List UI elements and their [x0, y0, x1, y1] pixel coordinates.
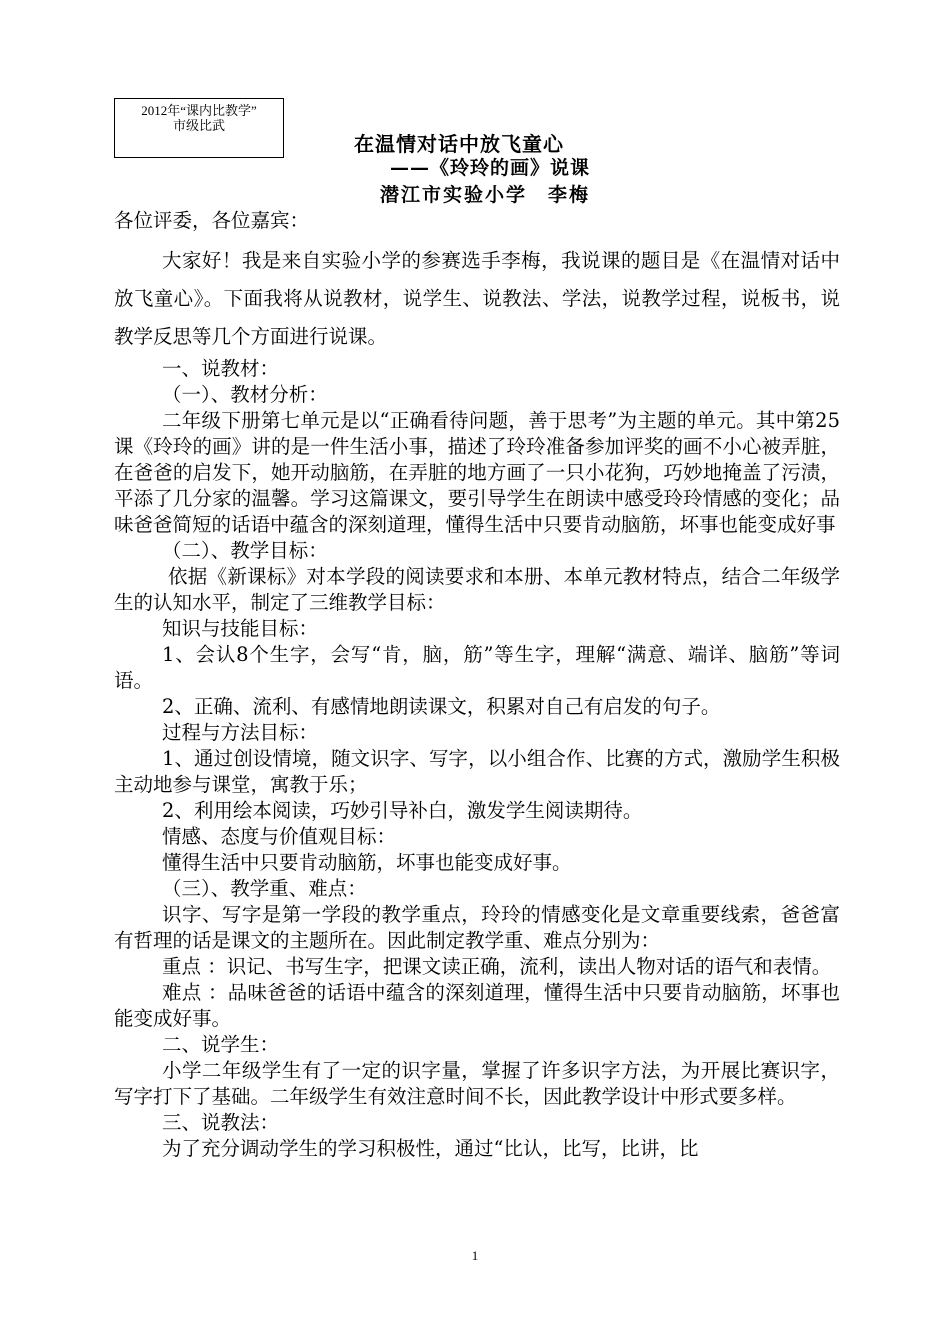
section-heading-methods: 三、说教法： — [162, 1111, 280, 1134]
competition-label-line2: 市级比武 — [172, 118, 225, 133]
competition-label-box — [114, 98, 284, 158]
textbook-analysis-paragraph: 二年级下册第七单元是以“正确看待问题，善于思考”为主题的单元。其中第25课《玲玲的画》讲的是一件生活小事，描述了玲玲准备参加评奖的画不小心被弄脏，在爸爸的启发下，她开动脑筋，在弄脏的地方画了一只小花狗，巧妙地掩盖了污渍，平添了几分家的温馨。学习这篇课文，要引导学生在朗读中感受玲玲情感的变化；品味爸爸简短的话语中蕴含的深刻道理，懂得生活中只要肯动脑筋，坏事也能变成好事 — [114, 409, 840, 536]
keypoint-focus: 重点 ：识记、书写生字，把课文读正确，流利，读出人物对话的语气和表情。 — [162, 955, 832, 978]
students-paragraph: 小学二年级学生有了一定的识字量，掌握了许多识字方法，为开展比赛识字，写字打下了基础。二年级学生有效注意时间不长，因此教学设计中形式要多样。 — [114, 1059, 840, 1108]
goals-intro-paragraph: 依据《新课标》对本学段的阅读要求和本册、本单元教材特点，结合二年级学生的认知水平，制定了三维教学目标： — [114, 565, 840, 614]
document-author: 潜江市实验小学 李梅 — [380, 184, 591, 206]
section-heading-students: 二、说学生： — [162, 1033, 280, 1056]
keypoint-difficulty: 难点 ：品味爸爸的话语中蕴含的深刻道理，懂得生活中只要肯动脑筋，坏事也能变成好事。 — [114, 981, 840, 1030]
subsection-heading-goals: （二）、教学目标： — [162, 539, 328, 562]
process-goal-2: 2、利用绘本阅读，巧妙引导补白，激发学生阅读期待。 — [162, 799, 643, 822]
greeting: 各位评委，各位嘉宾： — [114, 209, 310, 232]
section-heading-textbook: 一、说教材： — [162, 357, 280, 380]
emotion-goal-heading: 情感、态度与价值观目标： — [162, 825, 397, 848]
page-number: 1 — [471, 1248, 479, 1263]
methods-paragraph: 为了充分调动学生的学习积极性，通过“比认，比写，比讲，比 — [162, 1137, 699, 1160]
process-goal-heading: 过程与方法目标： — [162, 721, 319, 744]
knowledge-goal-2: 2、正确、流利、有感情地朗读课文，积累对自己有启发的句子。 — [162, 695, 721, 718]
knowledge-goal-heading: 知识与技能目标： — [162, 617, 319, 640]
knowledge-goal-1: 1、会认8个生字，会写“肯，脑，筋”等生字，理解“满意、端详、脑筋”等词语。 — [114, 643, 840, 692]
keypoints-paragraph: 识字、写字是第一学段的教学重点，玲玲的情感变化是文章重要线索，爸爸富有哲理的话是课文的主题所在。因此制定教学重、难点分别为： — [114, 903, 840, 952]
subsection-heading-keypoints: （三）、教学重、难点： — [162, 877, 367, 900]
document-subtitle: ——《玲玲的画》说课 — [390, 157, 591, 179]
intro-paragraph: 大家好！我是来自实验小学的参赛选手李梅，我说课的题目是《在温情对话中放飞童心》。下面我将从说教材，说学生、说教法、学法，说教学过程，说板书，说教学反思等几个方面进行说课。 — [114, 249, 840, 348]
subsection-heading-analysis: （一）、教材分析： — [162, 383, 328, 406]
document-body — [114, 208, 840, 1162]
document-title: 在温情对话中放飞童心 — [354, 132, 564, 156]
process-goal-1: 1、通过创设情境，随文识字、写字，以小组合作、比赛的方式，激励学生积极主动地参与课堂，寓教于乐； — [114, 747, 840, 796]
competition-label-line1: 2012年“课内比教学” — [141, 103, 257, 118]
emotion-goal-text: 懂得生活中只要肯动脑筋，坏事也能变成好事。 — [162, 851, 572, 874]
